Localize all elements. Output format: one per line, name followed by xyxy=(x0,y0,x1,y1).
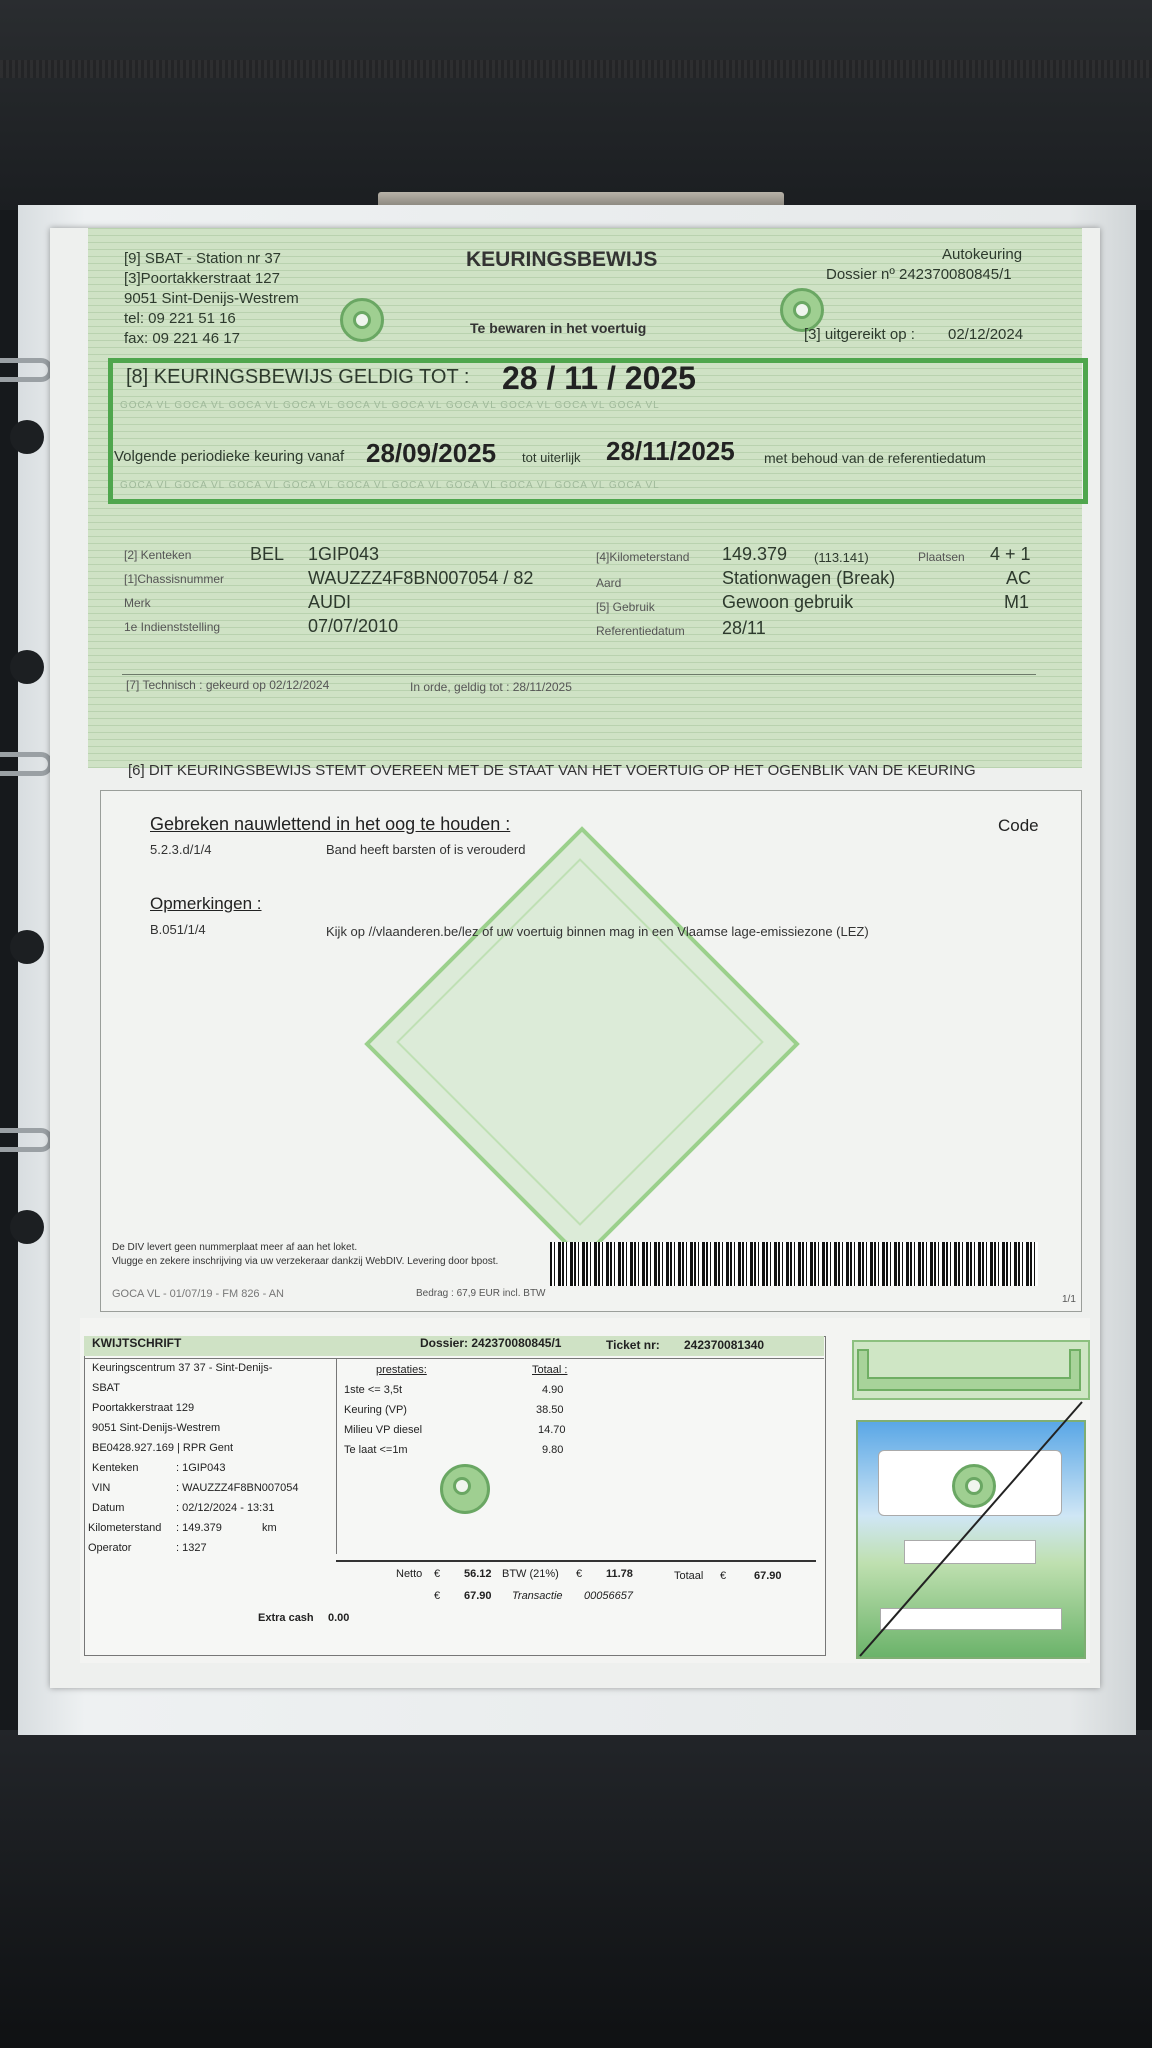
divider xyxy=(122,674,1036,675)
defect-code: 5.2.3.d/1/4 xyxy=(150,842,212,857)
plate-country: BEL xyxy=(250,544,285,564)
service-name: 1ste <= 3,5t xyxy=(344,1384,403,1396)
kind-label: Aard xyxy=(596,576,622,590)
kind-code: AC xyxy=(1006,568,1032,588)
service-name: Milieu VP diesel xyxy=(344,1424,423,1436)
service-amount: 9.80 xyxy=(542,1444,564,1456)
next-inspection-mid: tot uiterlijk xyxy=(522,450,581,465)
divider xyxy=(336,1358,337,1554)
use-label: [5] Gebruik xyxy=(596,600,655,614)
ticket-label: Ticket nr: xyxy=(606,1338,660,1352)
btw-value: 11.78 xyxy=(606,1568,633,1580)
inspection-type: Autokeuring xyxy=(942,246,1023,263)
extra-cash-label: Extra cash xyxy=(258,1612,314,1624)
punch-hole xyxy=(10,420,44,454)
center-line: SBAT xyxy=(92,1382,120,1394)
page-number: 1/1 xyxy=(1062,1294,1076,1305)
operator-value: : 1327 xyxy=(176,1542,207,1554)
netto-label: Netto xyxy=(396,1568,423,1580)
diagonal-strike xyxy=(856,1398,1086,1660)
folder-top xyxy=(0,0,1152,210)
vin-label: VIN xyxy=(92,1482,111,1494)
punch-hole xyxy=(10,930,44,964)
km-unit: km xyxy=(262,1522,277,1534)
down-arrow-icon xyxy=(852,1340,1086,1396)
remarks-heading: Opmerkingen : xyxy=(150,894,262,913)
station-phone: tel: 09 221 51 16 xyxy=(124,310,236,327)
service-amount: 4.90 xyxy=(542,1384,564,1396)
divider xyxy=(84,1358,824,1359)
vin-value: : WAUZZZ4F8BN007054 xyxy=(176,1482,299,1494)
folder-zipper xyxy=(0,60,1152,78)
transactie-label: Transactie xyxy=(512,1590,563,1602)
chassis-label: [1]Chassisnummer xyxy=(124,572,225,586)
seats-value: 4 + 1 xyxy=(990,544,1031,564)
defect-text: Band heeft barsten of is verouderd xyxy=(326,842,526,857)
punch-hole xyxy=(10,650,44,684)
next-inspection-from: 28/09/2025 xyxy=(366,438,497,468)
next-inspection-prefix: Volgende periodieke keuring vanaf xyxy=(114,448,345,465)
barcode xyxy=(550,1242,1038,1286)
totaal-value: 67.90 xyxy=(754,1570,782,1582)
eye-logo-icon xyxy=(340,298,384,342)
datum-label: Datum xyxy=(92,1502,125,1514)
div-notice: Vlugge en zekere inschrijving via uw verzekeraar dankzij WebDIV. Levering door bpost. xyxy=(112,1256,499,1267)
kenteken-label: Kenteken xyxy=(92,1462,139,1474)
datum-value: : 02/12/2024 - 13:31 xyxy=(176,1502,275,1514)
plate-number: 1GIP043 xyxy=(308,544,380,564)
service-amount: 14.70 xyxy=(538,1424,566,1436)
technical-status: [7] Technisch : gekeurd op 02/12/2024 xyxy=(126,678,330,692)
form-code: GOCA VL - 01/07/19 - FM 826 - AN xyxy=(112,1288,284,1300)
euro-symbol: € xyxy=(576,1568,583,1580)
make-value: AUDI xyxy=(308,592,352,612)
station-line: 9051 Sint-Denijs-Westrem xyxy=(124,290,299,307)
statement-text: [6] DIT KEURINGSBEWIJS STEMT OVEREEN MET DE STAAT VAN HET VOERTUIG OP HET OGENBLIK VAN DE KEURING xyxy=(128,762,976,779)
km-value: : 149.379 xyxy=(176,1522,222,1534)
div-notice: De DIV levert geen nummerplaat meer af aan het loket. xyxy=(112,1242,358,1253)
validity-date: 28 / 11 / 2025 xyxy=(502,360,696,396)
euro-symbol: € xyxy=(720,1570,727,1582)
service-amount: 38.50 xyxy=(536,1404,564,1416)
amount-total: Bedrag : 67,9 EUR incl. BTW xyxy=(416,1288,546,1299)
reference-date-label: Referentiedatum xyxy=(596,624,685,638)
station-line: [9] SBAT - Station nr 37 xyxy=(124,250,282,267)
use-code: M1 xyxy=(1004,592,1030,612)
netto-value: 56.12 xyxy=(464,1568,492,1580)
km-value: 149.379 xyxy=(722,544,788,564)
binder-ring xyxy=(0,752,53,776)
station-fax: fax: 09 221 46 17 xyxy=(124,330,240,347)
validity-label: [8] KEURINGSBEWIJS GELDIG TOT : xyxy=(126,366,470,388)
eye-logo-icon xyxy=(440,1464,490,1514)
issued-date: 02/12/2024 xyxy=(948,326,1024,343)
center-line: BE0428.927.169 | RPR Gent xyxy=(92,1442,234,1454)
station-line: [3]Poortakkerstraat 127 xyxy=(124,270,280,287)
kind-value: Stationwagen (Break) xyxy=(722,568,896,588)
extra-cash-value: 0.00 xyxy=(328,1612,350,1624)
use-value: Gewoon gebruik xyxy=(722,592,854,612)
km-extra: (113.141) xyxy=(814,550,869,565)
service-name: Te laat <=1m xyxy=(344,1444,408,1456)
euro-symbol: € xyxy=(434,1590,441,1602)
receipt-title: KWIJTSCHRIFT xyxy=(92,1336,182,1350)
transactie-value: 00056657 xyxy=(584,1590,633,1602)
center-line: Keuringscentrum 37 37 - Sint-Denijs- xyxy=(92,1362,273,1374)
operator-label: Operator xyxy=(88,1542,132,1554)
remark-text: Kijk op //vlaanderen.be/lez of uw voertuig binnen mag in een Vlaamse lage-emissiezone (LEZ) xyxy=(326,924,869,939)
receipt-dossier: Dossier: 242370080845/1 xyxy=(420,1336,562,1350)
document-title: KEURINGSBEWIJS xyxy=(466,248,658,271)
punch-hole xyxy=(10,1210,44,1244)
issued-label: [3] uitgereikt op : xyxy=(804,326,915,343)
center-line: 9051 Sint-Denijs-Westrem xyxy=(92,1422,221,1434)
btw-label: BTW (21%) xyxy=(502,1568,559,1580)
watermark-text: GOCA VL GOCA VL GOCA VL GOCA VL GOCA VL GOCA VL GOCA VL GOCA VL GOCA VL GOCA VL xyxy=(120,400,660,411)
km-label: [4]Kilometerstand xyxy=(596,550,690,564)
next-inspection-suffix: met behoud van de referentiedatum xyxy=(764,450,986,466)
next-inspection-to: 28/11/2025 xyxy=(606,436,735,466)
watermark-text: GOCA VL GOCA VL GOCA VL GOCA VL GOCA VL GOCA VL GOCA VL GOCA VL GOCA VL GOCA VL xyxy=(120,480,660,491)
euro-symbol: € xyxy=(434,1568,441,1580)
make-label: Merk xyxy=(124,596,151,610)
binder-ring xyxy=(0,1128,53,1152)
center-line: Poortakkerstraat 129 xyxy=(92,1402,195,1414)
reference-date: 28/11 xyxy=(722,618,766,638)
first-registration-label: 1e Indienststelling xyxy=(124,620,221,634)
technical-valid: In orde, geldig tot : 28/11/2025 xyxy=(410,680,572,694)
dossier-number: Dossier nº 242370080845/1 xyxy=(826,266,1012,283)
kenteken-value: : 1GIP043 xyxy=(176,1462,226,1474)
folder-bottom xyxy=(0,1730,1152,2048)
km-label: Kilometerstand xyxy=(88,1522,162,1534)
remark-code: B.051/1/4 xyxy=(150,922,206,937)
chassis-number: WAUZZZ4F8BN007054 / 82 xyxy=(308,568,534,588)
defects-heading: Gebreken nauwlettend in het oog te houden : xyxy=(150,814,511,834)
binder-ring xyxy=(0,358,53,382)
ticket-number: 242370081340 xyxy=(684,1338,765,1352)
paid-value: 67.90 xyxy=(464,1590,492,1602)
first-registration-date: 07/07/2010 xyxy=(308,616,399,636)
services-heading: prestaties: xyxy=(376,1364,427,1376)
code-heading: Code xyxy=(998,816,1039,835)
totaal-label: Totaal xyxy=(674,1570,704,1582)
document-subtitle: Te bewaren in het voertuig xyxy=(470,320,647,336)
divider xyxy=(336,1560,816,1562)
seats-label: Plaatsen xyxy=(918,550,965,564)
service-name: Keuring (VP) xyxy=(344,1404,407,1416)
plate-label: [2] Kenteken xyxy=(124,548,192,562)
total-heading: Totaal : xyxy=(532,1364,568,1376)
